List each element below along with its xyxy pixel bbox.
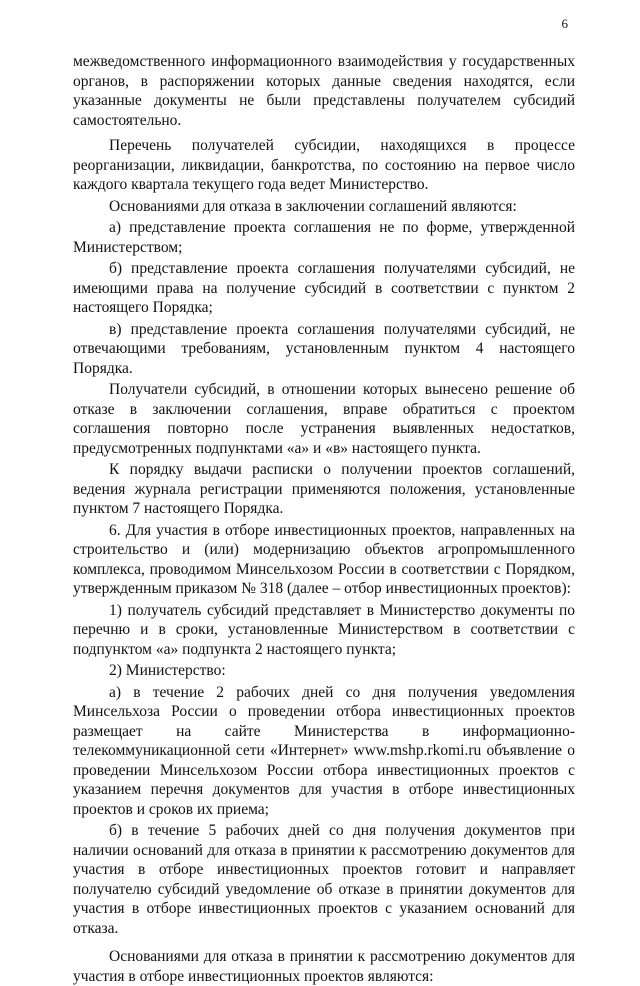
paragraph-document-refusal-grounds: Основаниями для отказа в принятии к рассмотрению документов для участия в отборе инвестиционных проектов являются: [73,948,575,985]
paragraph-subitem-2a: а) в течение 2 рабочих дней со дня получения уведомления Минсельхоза России о проведении отбора инвестиционных проектов размещает на сайте Министерства в информационно-телекоммуникационной сети «Интернет» www.mshp.rkomi.ru объявление о проведении Минсельхозом России отбора инвестиционных проектов с указанием перечня документов для участия в отборе инвестиционных проектов и сроков их приема; [73,683,575,818]
paragraph-continuation: межведомственного информационного взаимодействия у государственных органов, в распоряжении которых данные сведения находятся, если указанные документы не были представлены получателем субсидий самостоятельно. [73,53,575,129]
paragraph-item-v: в) представление проекта соглашения получателями субсидий, не отвечающими требованиям, установленным пунктом 4 настоящего Порядка. [73,320,575,377]
paragraph-refusal-grounds-heading: Основаниями для отказа в заключении соглашений являются: [109,197,517,215]
paragraph-item-a: а) представление проекта соглашения не по форме, утвержденной Министерством; [73,219,575,256]
paragraph-item-b: б) представление проекта соглашения получателями субсидий, не имеющими права на получение субсидий в соответствии с пунктом 2 настоящего Порядка; [73,260,575,316]
paragraph-subitem-1: 1) получатель субсидий представляет в Министерство документы по перечню и в сроки, установленные Министерством в соответствии с подпунктом «а» подпункта 2 настоящего пункта; [73,601,575,658]
paragraph-subitem-2: 2) Министерство: [109,662,226,679]
paragraph-subitem-2b: б) в течение 5 рабочих дней со дня получения документов при наличии оснований для отказа в принятии к рассмотрению документов для участия в отборе инвестиционных проектов готовит и направляет получателю субсидий уведомление об отказе в принятии документов для участия в отборе инвестиционных проектов с указанием оснований для отказа. [73,822,575,937]
paragraph-recipients-list: Перечень получателей субсидии, находящихся в процессе реорганизации, ликвидации, банкротства, по состоянию на первое число каждого квартала текущего года ведет Министерство. [73,137,575,193]
paragraph-section-6: 6. Для участия в отборе инвестиционных проектов, направленных на строительство и (или) модернизацию объектов агропромышленного комплекса, проводимом Минсельхозом России в соответствии с Порядком, утвержденным приказом № 318 (далее – отбор инвестиционных проектов): [73,521,575,597]
document-body [73,52,575,986]
paragraph-receipt-procedure: К порядку выдачи расписки о получении проектов соглашений, ведения журнала регистрации применяются положения, установленные пунктом 7 настоящего Порядка. [73,461,575,517]
page-number: 6 [561,16,568,31]
paragraph-resubmission: Получатели субсидий, в отношении которых вынесено решение об отказе в заключении соглашения, вправе обратиться с проектом соглашения повторно после устранения выявленных недостатков, предусмотренных подпунктами «а» и «в» настоящего пункта. [73,381,575,457]
